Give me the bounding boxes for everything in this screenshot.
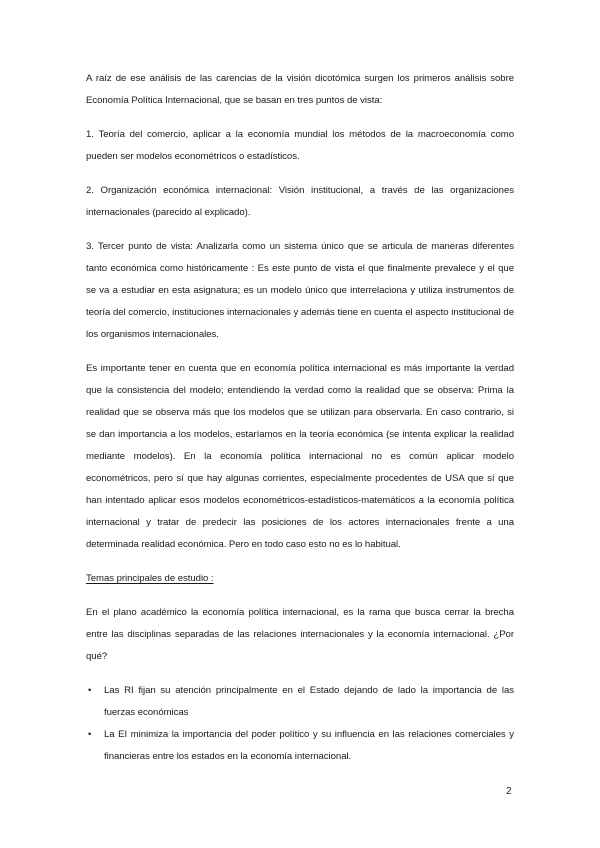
list-item xyxy=(86,680,514,724)
paragraph-intro-analysis: A raíz de ese análisis de las carencias de la visión dicotómica surgen los primeros análisis sobre Economía Política Internacional, que se basan en tres puntos de vista: xyxy=(86,73,514,106)
paragraph-truth-vs-model: Es importante tener en cuenta que en economía política internacional es más importante la verdad que la consistencia del modelo; entendiendo la verdad como la realidad que se observa: Prima la realidad que se observa más que los modelos que se utilizan para observarla. En caso contrario, si se dan importancia a los modelos, estaríamos en la teoría económica (se intenta explicar la realidad mediante modelos). En la economía política internacional no es común aplicar modelo econométricos, pero sí que hay algunas corrientes, especialmente procedentes de USA que sí que han intentado aplicar esos modelos econométricos-estadísticos-matemáticos a la economía política internacional y tratar de predecir las posiciones de los actores internacionales frente a una determinada realidad económica. Pero en todo caso esto no es lo habitual. xyxy=(86,363,514,550)
section-heading: Temas principales de estudio : xyxy=(86,573,214,584)
paragraph-point-1: 1. Teoría del comercio, aplicar a la economía mundial los métodos de la macroeconomía como pueden ser modelos econométricos o estadísticos. xyxy=(86,129,514,162)
list-item xyxy=(86,724,514,768)
bullet-icon: • xyxy=(88,685,92,696)
bullet-list xyxy=(86,680,514,768)
paragraph-point-2: 2. Organización económica internacional: Visión institucional, a través de las organizaciones internacionales (parecido al explicado). xyxy=(86,185,514,218)
paragraph-academic-plane: En el plano académico la economía política internacional, es la rama que busca cerrar la brecha entre las disciplinas separadas de las relaciones internacionales y la economía internacional. ¿Por qué? xyxy=(86,607,514,662)
page-body xyxy=(86,68,514,768)
bullet-icon: • xyxy=(88,729,92,740)
list-item-text: Las RI fijan su atención principalmente en el Estado dejando de lado la importancia de las fuerzas económicas xyxy=(104,685,514,718)
paragraph-point-3: 3. Tercer punto de vista: Analizarla como un sistema único que se articula de maneras diferentes tanto económica como históricamente : Es este punto de vista el que finalmente prevalece y el que se va a estudiar en esta asignatura; es un modelo único que interrelaciona y utiliza instrumentos de teoría del comercio, instituciones internacionales y además tiene en cuenta el aspecto institucional de los organismos internacionales. xyxy=(86,241,514,340)
page-number: 2 xyxy=(506,786,512,797)
list-item-text: La EI minimiza la importancia del poder político y su influencia en las relaciones comerciales y financieras entre los estados en la economía internacional. xyxy=(104,729,514,762)
